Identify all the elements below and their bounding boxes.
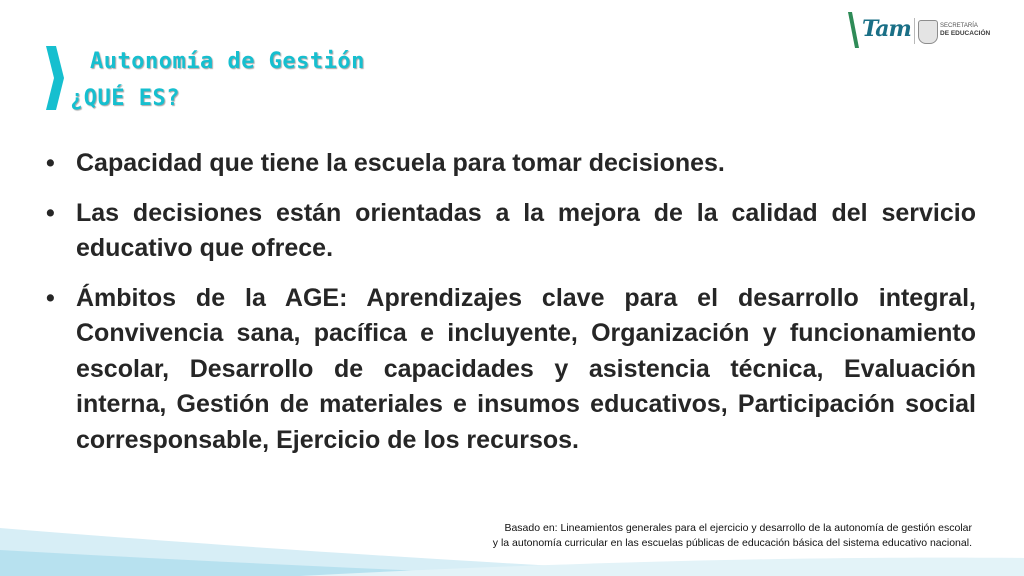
logo-secretaria-line1: SECRETARÍA (940, 23, 978, 29)
bullet-marker: • (46, 283, 55, 312)
state-seal-icon (918, 20, 938, 44)
bullet-item (46, 196, 976, 267)
footnote-line1: Basado en: Lineamientos generales para el ejercicio y desarrollo de la autonomía de gestión escolar (504, 522, 972, 534)
logo-slash-icon (846, 10, 860, 50)
tam-education-logo (846, 10, 991, 50)
logo-divider (914, 18, 915, 44)
bullet-item (46, 146, 976, 182)
bullet-list (46, 146, 976, 458)
logo-secretaria-line2: DE EDUCACIÓN (940, 30, 991, 37)
source-footnote (493, 521, 972, 551)
logo-brand-text: Tam (862, 16, 911, 42)
bullet-text: Las decisiones están orientadas a la mejora de la calidad del servicio educativo que ofrece. (76, 198, 976, 262)
slide-subtitle: ¿QUÉ ES? (70, 86, 180, 111)
slide-title: Autonomía de Gestión (90, 49, 365, 74)
bullet-marker: • (46, 198, 55, 227)
bullet-marker: • (46, 149, 55, 177)
bullet-text: Ámbitos de la AGE: Aprendizajes clave para el desarrollo integral, Convivencia sana, pacífica e incluyente, Organización y funcionamiento escolar, Desarrollo de capacidades y asistencia técnica, Evaluación interna, Gestión de materiales e insumos educativos, Participación social corresponsable, Ejercicio de los recursos. (76, 283, 976, 454)
bullet-item (46, 281, 976, 459)
footnote-line2: y la autonomía curricular en las escuelas públicas de educación básica del sistema educativo nacional. (492, 537, 972, 549)
bullet-text: Capacidad que tiene la escuela para tomar decisiones. (76, 149, 725, 177)
chevron-bracket-icon (44, 46, 66, 110)
